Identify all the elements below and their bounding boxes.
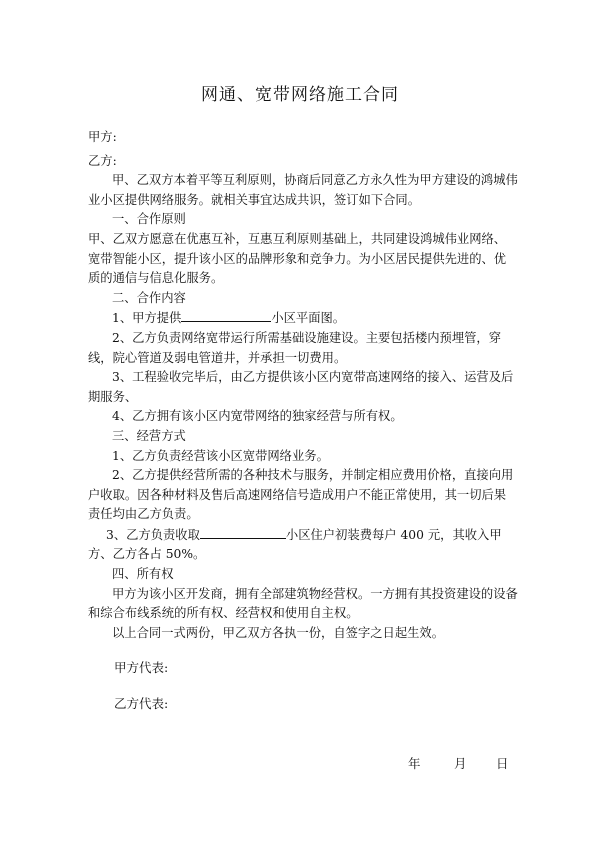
document-title: 网通、宽带网络施工合同 xyxy=(201,85,399,105)
party-b-label: 乙方: xyxy=(88,153,117,168)
closing-paragraph: 以上合同一式两份，甲乙双方各执一份，自签字之日起生效。 xyxy=(112,625,445,640)
section-1-heading: 一、合作原则 xyxy=(112,212,186,227)
section-2-item-1-before: 1、甲方提供 xyxy=(112,311,182,326)
party-a-label: 甲方: xyxy=(88,130,117,144)
section-4-text: 甲方为该小区开发商，拥有全部建筑物经营权。一方拥有其投资建设的设备和综合布线系统的所有权、经营权和使用自主权。 xyxy=(88,586,518,621)
section-2-heading: 二、合作内容 xyxy=(112,290,186,305)
contract-body xyxy=(88,128,518,643)
section-2-item-1-after: 小区平面图。 xyxy=(271,311,346,326)
date-day: 日 xyxy=(496,756,509,771)
section-4-heading: 四、所有权 xyxy=(112,567,174,582)
section-3-item-2: 2、乙方提供经营所需的各种技术与服务，并制定相应费用价格，直接向用户收取。因各种材料及售后高速网络信号造成用户不能正常使用，其一切后果责任均由乙方负责。 xyxy=(88,468,514,522)
section-3-item-3-before: 3、乙方负责收取 xyxy=(106,527,200,542)
date-month: 月 xyxy=(454,756,467,771)
intro-paragraph: 甲、乙双方本着平等互利原则，协商后同意乙方永久性为甲方建设的鸿城伟业小区提供网络服务。就相关事宜达成共识，签订如下合同。 xyxy=(88,173,518,207)
party-a-representative: 甲方代表: xyxy=(114,660,169,675)
section-2-item-3: 3、工程验收完毕后，由乙方提供该小区内宽带高速网络的接入、运营及后期服务、 xyxy=(88,370,514,404)
section-2-item-1 xyxy=(88,308,518,329)
section-3-heading: 三、经营方式 xyxy=(112,428,186,443)
section-3-item-3-after: 小区住户初装费每户 400 元，其收入甲方、乙方各占 50%。 xyxy=(88,527,502,562)
section-2-item-4: 4、乙方拥有该小区内宽带网络的独家经营与所有权。 xyxy=(112,409,403,424)
section-2-item-2: 2、乙方负责网络宽带运行所需基础设施建设。主要包括楼内预埋管，穿线，院心管道及弱电管道井，并承担一切费用。 xyxy=(88,330,502,365)
fee-community-blank[interactable] xyxy=(200,525,286,539)
party-b-representative: 乙方代表: xyxy=(114,696,169,711)
section-3-item-1: 1、乙方负责经营该小区宽带网络业务。 xyxy=(112,448,329,463)
section-3-item-3 xyxy=(88,525,518,565)
section-1-text: 甲、乙双方愿意在优惠互补，互惠互利原则基础上，共同建设鸿城伟业网络、宽带智能小区，提升该小区的品牌形象和竞争力。为小区居民提供先进的、优质的通信与信息化服务。 xyxy=(88,231,507,286)
community-name-blank[interactable] xyxy=(181,308,271,322)
date-year: 年 xyxy=(408,756,421,771)
